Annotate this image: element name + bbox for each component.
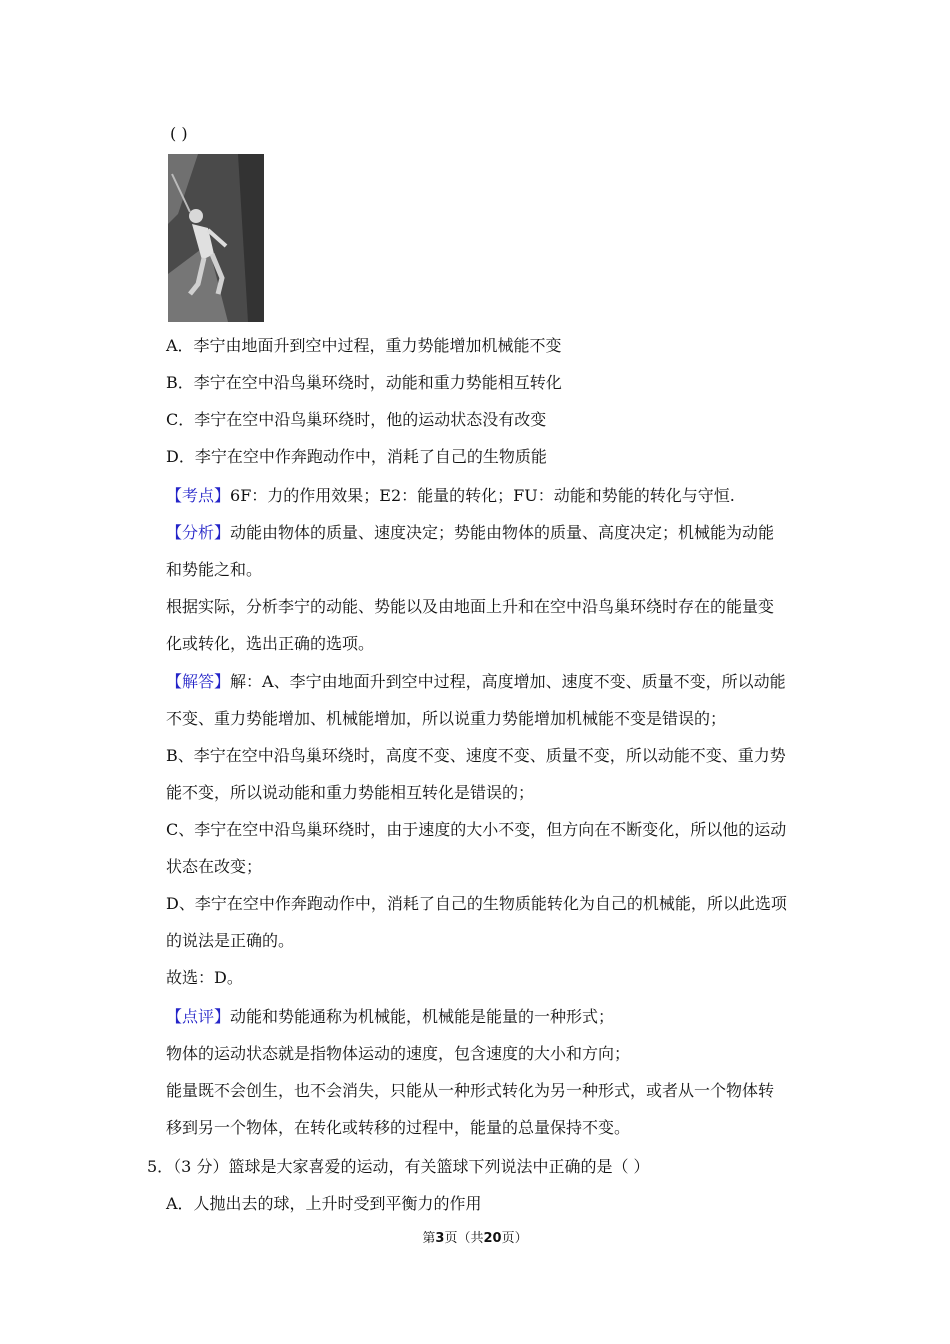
jieda-line-8: 的说法是正确的。 (166, 931, 295, 950)
footer-page-number: 3 (435, 1231, 445, 1246)
dianping-text-1: 动能和势能通称为机械能，机械能是能量的一种形式； (230, 1007, 615, 1026)
page-footer (0, 1230, 950, 1248)
footer-total-pages: 20 (483, 1231, 502, 1246)
option-d: D．李宁在空中作奔跑动作中，消耗了自己的生物质能 (166, 447, 547, 466)
fenxi-line-3: 根据实际，分析李宁的动能、势能以及由地面上升和在空中沿鸟巢环绕时存在的能量变 (166, 597, 775, 616)
fenxi-line-1 (166, 523, 816, 543)
option-c: C．李宁在空中沿鸟巢环绕时，他的运动状态没有改变 (166, 410, 547, 429)
kaodian-line (166, 486, 816, 506)
jieda-line-6: 状态在改变； (166, 857, 263, 876)
jieda-line-7: D、李宁在空中作奔跑动作中，消耗了自己的生物质能转化为自己的机械能，所以此选项 (166, 894, 787, 913)
footer-middle: 页（共 (444, 1231, 484, 1246)
dianping-tag: 【点评】 (166, 1007, 231, 1026)
footer-prefix: 第 (422, 1231, 436, 1246)
option-a: A．李宁由地面升到空中过程，重力势能增加机械能不变 (166, 336, 562, 355)
fenxi-text-1: 动能由物体的质量、速度决定；势能由物体的质量、高度决定；机械能为动能 (230, 523, 775, 542)
fenxi-line-2: 和势能之和。 (166, 560, 263, 579)
question-5-option-a: A．人抛出去的球，上升时受到平衡力的作用 (166, 1194, 482, 1213)
dianping-line-2: 物体的运动状态就是指物体运动的速度，包含速度的大小和方向； (166, 1044, 631, 1063)
kaodian-tag: 【考点】 (166, 486, 231, 505)
answer-parenthesis: ( ) (170, 124, 188, 143)
question-5-stem: 5．（3 分）篮球是大家喜爱的运动，有关篮球下列说法中正确的是（ ） (147, 1157, 650, 1176)
jieda-line-5: C、李宁在空中沿鸟巢环绕时，由于速度的大小不变，但方向在不断变化，所以他的运动 (166, 820, 787, 839)
jieda-line-4: 能不变，所以说动能和重力势能相互转化是错误的； (166, 783, 535, 802)
dianping-line-4: 移到另一个物体，在转化或转移的过程中，能量的总量保持不变。 (166, 1118, 631, 1137)
dianping-line-1 (166, 1007, 816, 1027)
jieda-line-9: 故选：D。 (166, 968, 243, 987)
fenxi-tag: 【分析】 (166, 523, 231, 542)
jieda-tag: 【解答】 (166, 672, 231, 691)
kaodian-text: 6F：力的作用效果；E2：能量的转化；FU：动能和势能的转化与守恒. (230, 486, 735, 505)
footer-suffix: 页） (501, 1231, 528, 1246)
athlete-photo-graphic (168, 154, 264, 322)
option-b: B．李宁在空中沿鸟巢环绕时，动能和重力势能相互转化 (166, 373, 562, 392)
fenxi-line-4: 化或转化，选出正确的选项。 (166, 634, 375, 653)
dianping-line-3: 能量既不会创生，也不会消失，只能从一种形式转化为另一种形式，或者从一个物体转 (166, 1081, 775, 1100)
jieda-line-1 (166, 672, 816, 692)
jieda-text-1: 解：A、李宁由地面升到空中过程，高度增加、速度不变、质量不变，所以动能 (230, 672, 786, 691)
jieda-line-2: 不变、重力势能增加、机械能增加，所以说重力势能增加机械能不变是错误的； (166, 709, 727, 728)
question-photo (168, 154, 264, 322)
jieda-line-3: B、李宁在空中沿鸟巢环绕时，高度不变、速度不变、质量不变，所以动能不变、重力势 (166, 746, 786, 765)
